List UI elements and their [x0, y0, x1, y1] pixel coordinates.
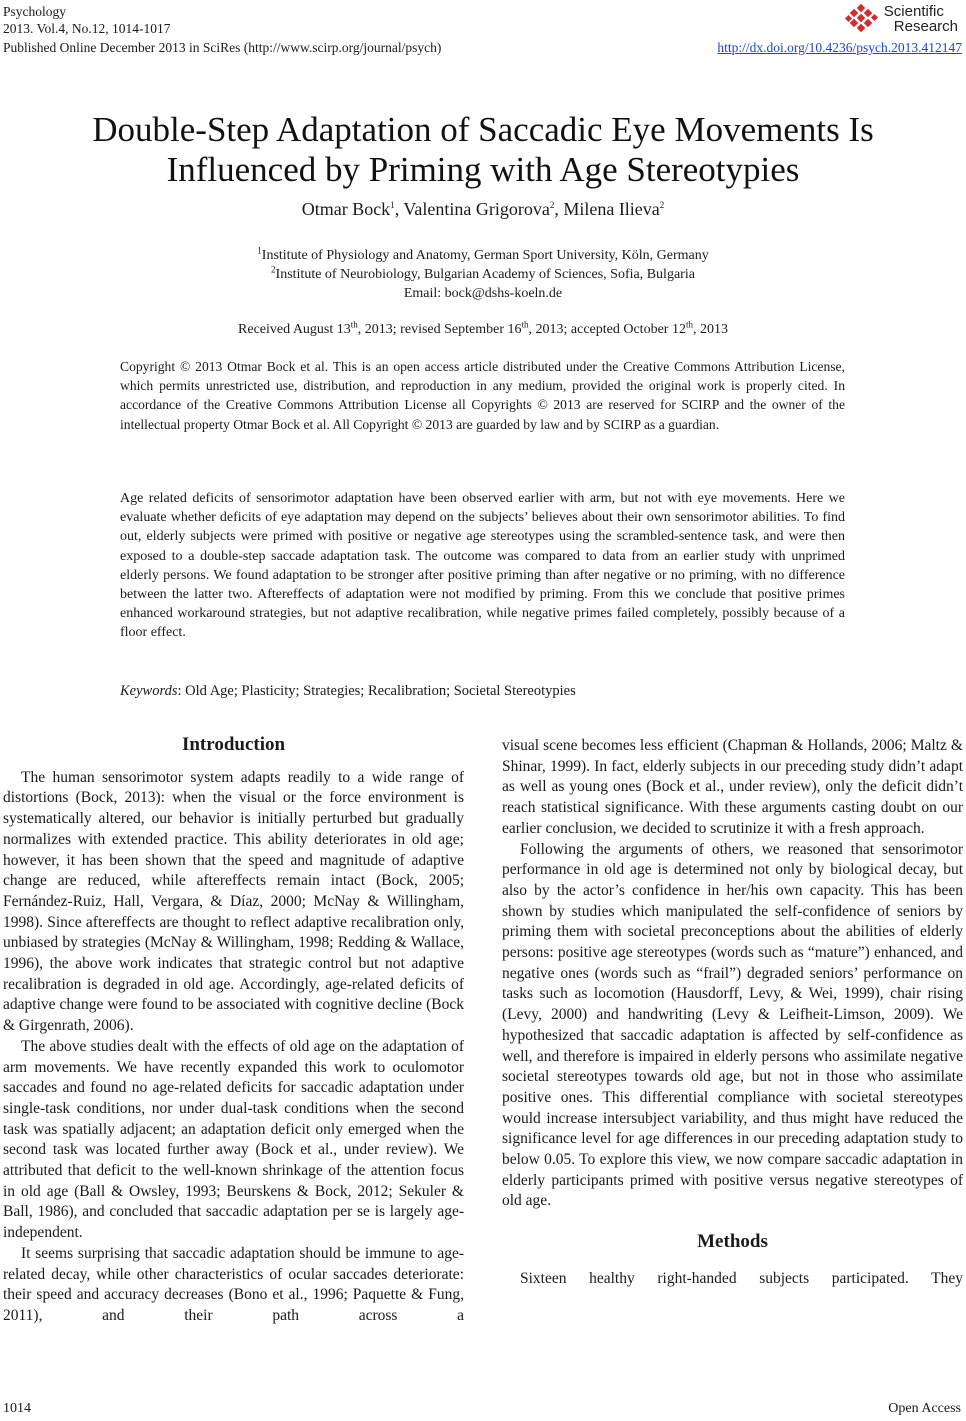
- right-paragraph-2: Following the arguments of others, we reasoned that sensorimotor performance in old age is determined not only by biological decay, but also by the actor’s confidence in her/his own capacity. This has been shown by studies which manipulated the self-confidence of seniors by priming them with societal preconceptions about the abilities of elderly persons: positive age stereotypes (words such as “mature”) enhanced, and negative ones (words such as “frail”) degraded seniors’ performance on tasks such as locomotion (Hausdorff, Levy, & Wei, 1999), chair rising (Levy, 2000) and handwriting (Levy & Leifheit-Limson, 2009). We hypothesized that saccadic adaptation is affected by self-confidence as well, and therefore is impaired in elderly persons who assimilate negative societal stereotypes towards old age, but not in those who assimilate positive ones. This differential compliance with societal stereotypes would increase intersubject variability, and thus might have reduced the significance level for age differences in our preceding adaptation study to below 0.05. To explore this view, we now compare saccadic adaptation in elderly participants primed with positive versus negative stereotypes of old age.: [502, 840, 963, 1210]
- affiliation-2: [0, 266, 966, 284]
- open-access-label: Open Access: [888, 1401, 961, 1416]
- intro-paragraph-1: The human sensorimotor system adapts readily to a wide range of distortions (Bock, 2013): when the visual or the force environment is systematically altered, our behavior is initially perturbed but gradually normalizes with extended practice. This ability deteriorates in old age; however, it has been shown that the speed and magnitude of adaptive change are reduced, while aftereffects remain intact (Bock, 2005; Fernández-Ruiz, Hall, Vergara, & Díaz, 2000; McNay & Willingham, 1998). Since aftereffects are thought to reflect adaptive recalibration only, unbiased by strategies (McNay & Willingham, 1998; Redding & Wallace, 1996), the above work indicates that strategic control but not adaptive recalibration is degraded in old age. Accordingly, age-related deficits of adaptive change were found to be associated with cognitive decline (Bock & Girgenrath, 2006).: [3, 768, 464, 1035]
- methods-paragraph-1: Sixteen healthy right-handed subjects participated. They: [520, 1269, 963, 1287]
- affiliation-1: [0, 247, 966, 265]
- author-email: Email: bock@dshs-koeln.de: [403, 286, 563, 301]
- author-name: Valentina Grigorova: [403, 199, 550, 219]
- left-column: [3, 735, 464, 1327]
- intro-paragraph-2: The above studies dealt with the effects of old age on the adaptation of arm movements. We have recently expanded this work to oculomotor saccades and found no age-related deficits for saccadic adaptation under single-task conditions, nor under dual-task conditions when the second task was spatially adjacent; an adaptation deficit only emerged when the second task was located further away (Bock et al., under review). We attributed that deficit to the well-known shrinkage of the attention focus in old age (Ball & Owsley, 1993; Beurskens & Bock, 2012; Sekuler & Ball, 1986), and concluded that saccadic adaptation per se is largely age-independent.: [3, 1037, 464, 1242]
- revised-text: , 2013; revised September 16: [357, 322, 522, 337]
- author-separator: ,: [554, 199, 564, 219]
- intro-paragraph-3: It seems surprising that saccadic adaptation should be immune to age-related decay, while other characteristics of ocular saccades deteriorate: their speed and accuracy decreases (Bono et al., 1996; Paquette & Fung, 2011), and their path across a: [3, 1244, 464, 1324]
- author-separator: ,: [394, 199, 404, 219]
- affiliation-mark: 1: [257, 245, 262, 256]
- affiliation-text: Institute of Neurobiology, Bulgarian Academy of Sciences, Sofia, Bulgaria: [275, 267, 695, 282]
- publisher-logo: [845, 2, 958, 36]
- title-line-1: Double-Step Adaptation of Saccadic Eye Movements Is: [92, 110, 874, 149]
- introduction-heading: Introduction: [181, 734, 286, 755]
- ordinal-suffix: th: [350, 319, 358, 330]
- keywords-list: : Old Age; Plasticity; Strategies; Recalibration; Societal Stereotypies: [177, 683, 576, 699]
- abstract: Age related deficits of sensorimotor adaptation have been observed earlier with arm, but not with eye movements. Here we evaluate whether deficits of eye adaptation may depend on the subjects’ believes about their own sensorimotor abilities. To find out, elderly subjects were primed with positive or negative age stereotypes using the scrambled-sentence task, and were then exposed to a double-step saccade adaptation task. The outcome was compared to data from an earlier study with unprimed elderly persons. We found adaptation to be stronger after positive priming than after negative or no priming, with no difference between the latter two. Aftereffects of adaptation were not modified by priming. From this we conclude that positive primes enhanced workaround strategies, but not adaptive recalibration, while negative primes failed completely, possibly because of a floor effect.: [120, 491, 845, 641]
- year-text: , 2013: [692, 322, 728, 337]
- keywords: [120, 682, 576, 700]
- journal-name: Psychology: [3, 4, 67, 19]
- received-dates: [0, 321, 966, 339]
- right-paragraph-1: visual scene becomes less efficient (Chapman & Hollands, 2006; Maltz & Shinar, 1999). In fact, elderly subjects in our preceding study didn’t adapt as well as young ones (Bock et al., under review), only the deficit didn’t reach statistical significance. With these arguments casting doubt on our earlier conclusion, we decided to scrutinize it with a fresh approach.: [502, 737, 963, 837]
- right-column: [502, 736, 963, 1290]
- methods-heading: Methods: [697, 1231, 768, 1253]
- ordinal-suffix: th: [685, 319, 693, 330]
- logo-text-line2: Research: [893, 18, 958, 35]
- article-title: [0, 110, 966, 190]
- title-line-2: Influenced by Priming with Age Stereotypies: [166, 150, 800, 189]
- author-affiliation-mark: 1: [390, 200, 395, 210]
- accepted-text: , 2013; accepted October 12: [528, 322, 686, 337]
- page-number: 1014: [3, 1401, 31, 1416]
- author-list: [0, 198, 966, 220]
- logo-diamonds-icon: [845, 4, 879, 34]
- affiliation-text: Institute of Physiology and Anatomy, German Sport University, Köln, Germany: [261, 248, 709, 263]
- keywords-label: Keywords: [120, 683, 178, 699]
- author-name: Milena Ilieva: [563, 199, 660, 219]
- doi-link[interactable]: http://dx.doi.org/10.4236/psych.2013.412147: [717, 40, 962, 55]
- logo-text-line1: Scientific: [883, 3, 944, 20]
- journal-volume: 2013. Vol.4, No.12, 1014-1017: [3, 21, 171, 36]
- received-text: Received August 13: [238, 322, 351, 337]
- affiliation-mark: 2: [271, 264, 276, 275]
- author-affiliation-mark: 2: [659, 200, 665, 210]
- publication-info: Published Online December 2013 in SciRes (http://www.scirp.org/journal/psych): [3, 40, 442, 55]
- author-name: Otmar Bock: [301, 199, 391, 219]
- copyright-notice: Copyright © 2013 Otmar Bock et al. This is an open access article distributed under the Creative Commons Attribution License, which permits unrestricted use, distribution, and reproduction in any medium, provided the original work is properly cited. In accordance of the Creative Commons Attribution License all Copyrights © 2013 are reserved for SCIRP and the owner of the intellectual property Otmar Bock et al. All Copyright © 2013 are guarded by law and by SCIRP as a guardian.: [120, 359, 845, 432]
- author-affiliation-mark: 2: [549, 200, 555, 210]
- ordinal-suffix: th: [521, 319, 529, 330]
